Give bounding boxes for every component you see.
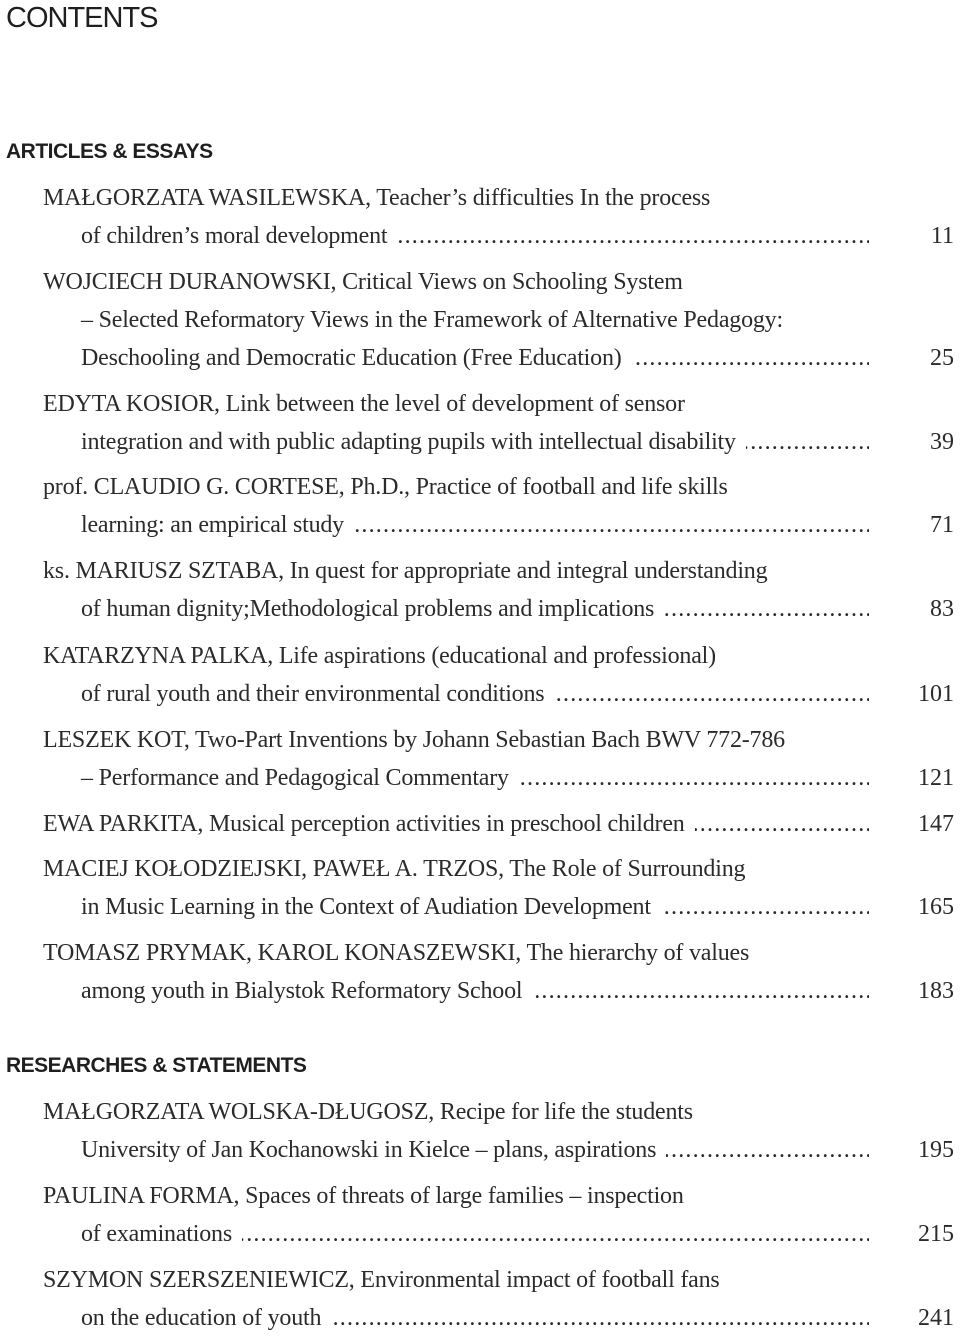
entry-text: University of Jan Kochanowski in Kielce – plans, aspirations bbox=[81, 1137, 657, 1163]
entry-author-title: WOJCIECH DURANOWSKI, Critical Views on Schooling System bbox=[43, 269, 683, 295]
entry-text: of examinations bbox=[81, 1221, 232, 1247]
entry-text: in Music Learning in the Context of Audiation Development bbox=[81, 894, 651, 920]
entry-text: EWA PARKITA, Musical perception activities in preschool children bbox=[43, 811, 685, 837]
entry-author-title: MAŁGORZATA WASILEWSKA, Teacher’s difficulties In the process bbox=[43, 185, 711, 211]
entry-continuation bbox=[81, 217, 869, 255]
page-number: 83 bbox=[930, 596, 954, 622]
entry-text: learning: an empirical study bbox=[81, 512, 344, 538]
entry-author-title: EDYTA KOSIOR, Link between the level of development of sensor bbox=[43, 391, 685, 417]
entry-text: among youth in Bialystok Reformatory School bbox=[81, 978, 523, 1004]
entry-continuation bbox=[81, 888, 869, 926]
dot-leader bbox=[554, 675, 869, 713]
page-number: 71 bbox=[930, 512, 954, 538]
page-number: 25 bbox=[930, 345, 954, 371]
dot-leader bbox=[695, 805, 869, 843]
dot-leader bbox=[666, 1131, 869, 1169]
entry-text: on the education of youth bbox=[81, 1305, 322, 1331]
dot-leader bbox=[242, 1215, 869, 1253]
page-number: 101 bbox=[918, 681, 954, 707]
entry-continuation bbox=[81, 339, 869, 377]
entry-continuation bbox=[81, 675, 869, 713]
section-heading-articles: ARTICLES & ESSAYS bbox=[6, 140, 213, 163]
dot-leader bbox=[354, 506, 869, 544]
page-number: 39 bbox=[930, 429, 954, 455]
entry-author-title: PAULINA FORMA, Spaces of threats of large families – inspection bbox=[43, 1183, 684, 1209]
page-number: 147 bbox=[918, 811, 954, 837]
entry-author-title: MAŁGORZATA WOLSKA-DŁUGOSZ, Recipe for life the students bbox=[43, 1099, 693, 1125]
entry-author-title: TOMASZ PRYMAK, KAROL KONASZEWSKI, The hierarchy of values bbox=[43, 940, 750, 966]
entry-author-title bbox=[43, 805, 869, 843]
page-number: 241 bbox=[918, 1305, 954, 1331]
entry-author-title: SZYMON SZERSZENIEWICZ, Environmental impact of football fans bbox=[43, 1267, 720, 1293]
entry-text: of children’s moral development bbox=[81, 223, 388, 249]
dot-leader bbox=[664, 590, 869, 628]
entry-continuation: – Selected Reformatory Views in the Framework of Alternative Pedagogy: bbox=[81, 307, 783, 333]
entry-continuation bbox=[81, 1299, 869, 1337]
entry-continuation bbox=[81, 1131, 869, 1169]
dot-leader bbox=[532, 972, 869, 1010]
dot-leader bbox=[661, 888, 869, 926]
entry-continuation bbox=[81, 590, 869, 628]
entry-author-title: ks. MARIUSZ SZTABA, In quest for appropriate and integral understanding bbox=[43, 558, 768, 584]
page-number: 183 bbox=[918, 978, 954, 1004]
dot-leader bbox=[331, 1299, 869, 1337]
entry-author-title: MACIEJ KOŁODZIEJSKI, PAWEŁ A. TRZOS, The Role of Surrounding bbox=[43, 856, 746, 882]
page-number: 121 bbox=[918, 765, 954, 791]
page-number: 11 bbox=[930, 223, 954, 249]
entry-author-title: KATARZYNA PALKA, Life aspirations (educational and professional) bbox=[43, 643, 716, 669]
page-number: 195 bbox=[918, 1137, 954, 1163]
dot-leader bbox=[397, 217, 869, 255]
entry-text: Deschooling and Democratic Education (Free Education) bbox=[81, 345, 622, 371]
entry-text: integration and with public adapting pupils with intellectual disability bbox=[81, 429, 736, 455]
page-title: CONTENTS bbox=[6, 2, 158, 34]
page-number: 215 bbox=[918, 1221, 954, 1247]
page-number: 165 bbox=[918, 894, 954, 920]
entry-continuation bbox=[81, 759, 869, 797]
entry-author-title: prof. CLAUDIO G. CORTESE, Ph.D., Practice of football and life skills bbox=[43, 474, 728, 500]
dot-leader bbox=[519, 759, 869, 797]
entry-continuation bbox=[81, 506, 869, 544]
entry-text: of rural youth and their environmental conditions bbox=[81, 681, 545, 707]
entry-text: of human dignity;Methodological problems and implications bbox=[81, 596, 655, 622]
entry-continuation bbox=[81, 972, 869, 1010]
entry-continuation bbox=[81, 1215, 869, 1253]
entry-author-title: LESZEK KOT, Two-Part Inventions by Johann Sebastian Bach BWV 772-786 bbox=[43, 727, 785, 753]
entry-text: – Performance and Pedagogical Commentary bbox=[81, 765, 509, 791]
dot-leader bbox=[632, 339, 869, 377]
entry-continuation bbox=[81, 423, 869, 461]
dot-leader bbox=[746, 423, 869, 461]
section-heading-researches: RESEARCHES & STATEMENTS bbox=[6, 1054, 307, 1077]
